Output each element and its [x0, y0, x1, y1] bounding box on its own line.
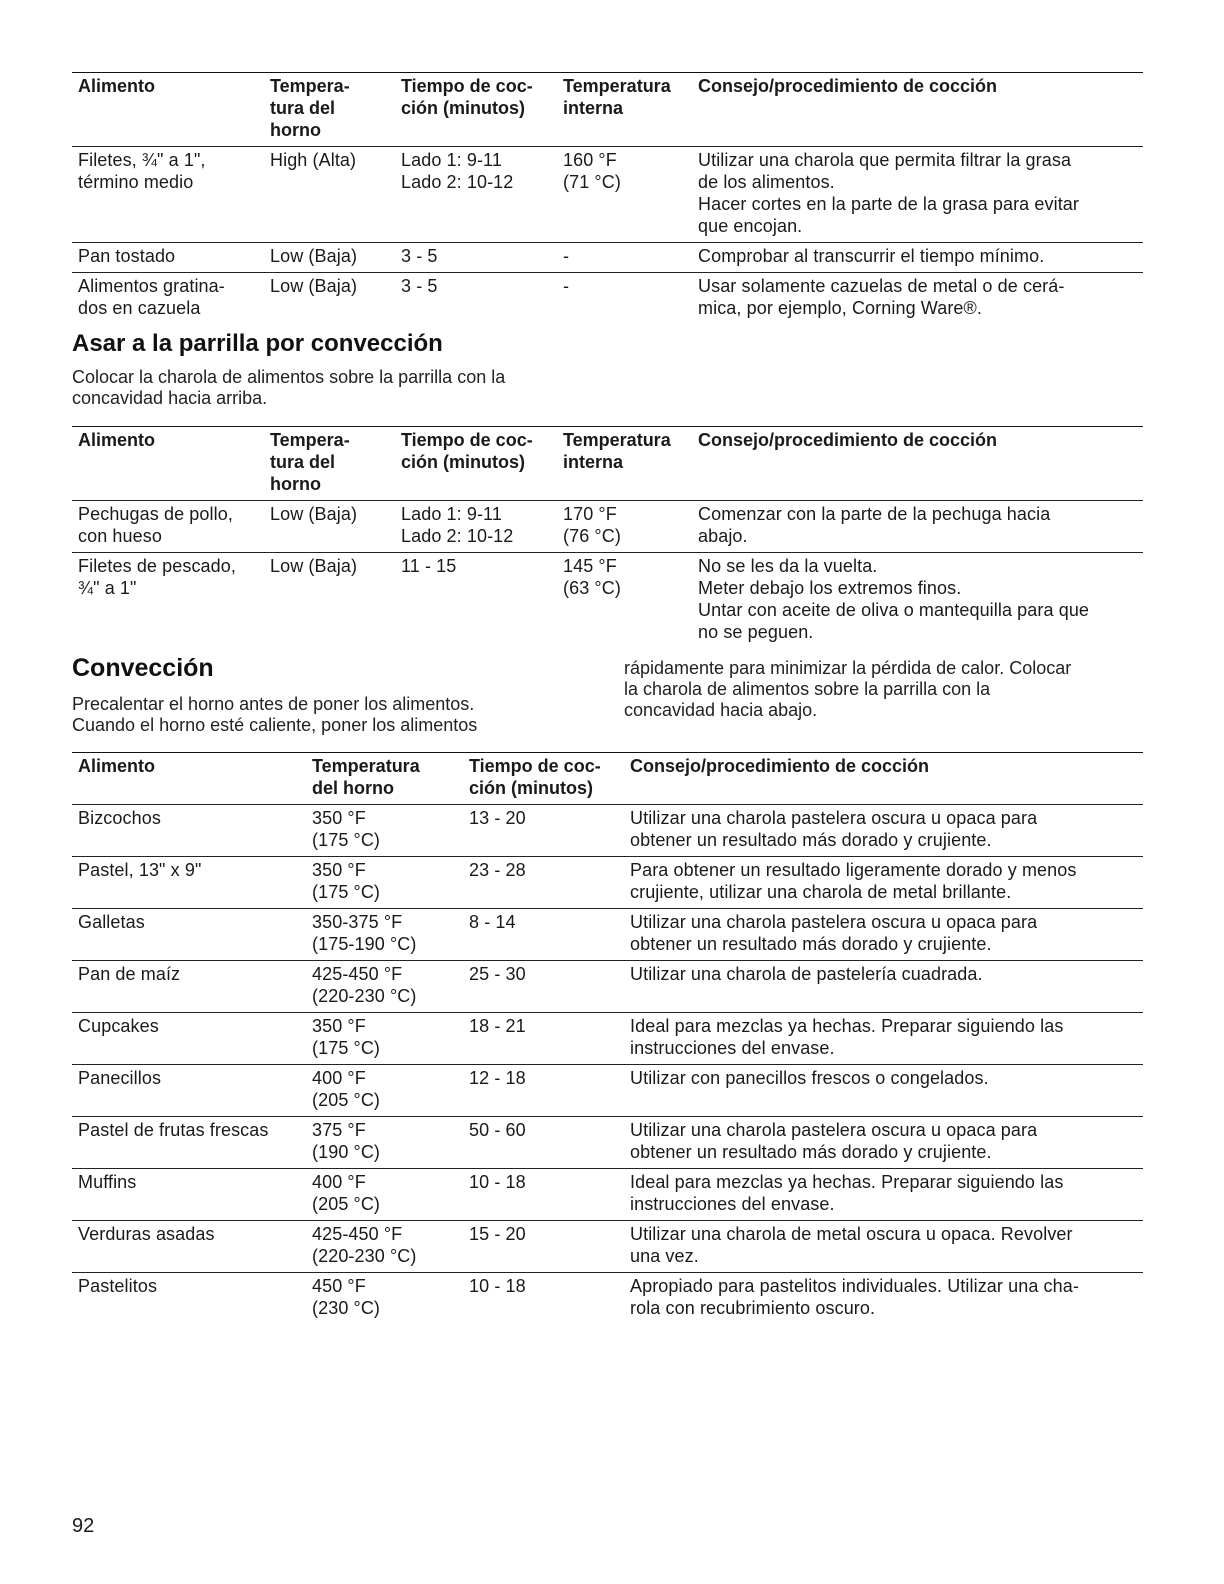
table-row [72, 1220, 1143, 1272]
convection-grill-table [72, 426, 1143, 648]
table-cell-tip: No se les da la vuelta. Meter debajo los extremos finos. Untar con aceite de oliva o mantequilla para que no se peguen. [698, 556, 1090, 642]
table-cell-internal: - [563, 246, 570, 266]
table-cell-tip: Para obtener un resultado ligeramente dorado y menos crujiente, utilizar una charola de metal brillante. [630, 860, 1077, 902]
table-row [72, 856, 1143, 908]
table-cell-tip: Utilizar una charola que permita filtrar la grasa de los alimentos. Hacer cortes en la parte de la grasa para evitar que encojan. [698, 150, 1079, 236]
table-cell-temp: 350-375 °F (175-190 °C) [312, 912, 417, 954]
section-title-convection-grill: Asar a la parrilla por convección [72, 330, 443, 357]
table-cell-time: 10 - 18 [469, 1276, 526, 1296]
column-header: Temperatura interna [563, 430, 671, 472]
table-cell-temp: 400 °F (205 °C) [312, 1172, 381, 1214]
table-cell-oven: Low (Baja) [270, 504, 358, 524]
table-cell-time: 3 - 5 [401, 276, 438, 296]
table-cell-food: Panecillos [78, 1068, 162, 1088]
column-header: Tiempo de coc- ción (minutos) [401, 76, 533, 118]
table-cell-food: Bizcochos [78, 808, 161, 828]
table-row [72, 1064, 1143, 1116]
table-cell-temp: 375 °F (190 °C) [312, 1120, 381, 1162]
broil-table [72, 72, 1143, 324]
table-cell-internal: 145 °F (63 °C) [563, 556, 621, 598]
table-cell-temp: 350 °F (175 °C) [312, 860, 381, 902]
table-cell-temp: 425-450 °F (220-230 °C) [312, 964, 417, 1006]
table-header-row [72, 753, 1143, 804]
column-header: Alimento [78, 430, 156, 450]
table-cell-time: 23 - 28 [469, 860, 526, 880]
table-row [72, 146, 1143, 242]
table-cell-tip: Utilizar una charola pastelera oscura u opaca para obtener un resultado más dorado y crujiente. [630, 1120, 1038, 1162]
table-cell-temp: 350 °F (175 °C) [312, 1016, 381, 1058]
table-cell-temp: 400 °F (205 °C) [312, 1068, 381, 1110]
table-cell-time: 18 - 21 [469, 1016, 526, 1036]
table-cell-time: 10 - 18 [469, 1172, 526, 1192]
table-cell-food: Pastel, 13" x 9" [78, 860, 202, 880]
table-cell-time: Lado 1: 9-11 Lado 2: 10-12 [401, 150, 514, 192]
table-cell-food: Pastelitos [78, 1276, 158, 1296]
table-cell-temp: 450 °F (230 °C) [312, 1276, 381, 1318]
column-header: Tiempo de coc- ción (minutos) [469, 756, 601, 798]
column-header: Alimento [78, 76, 156, 96]
convection-intro-right: rápidamente para minimizar la pérdida de calor. Colocar la charola de alimentos sobre la parrilla con la concavidad hacia abajo. [624, 658, 1072, 720]
table-cell-food: Pan de maíz [78, 964, 181, 984]
column-header: Tempera- tura del horno [270, 76, 350, 140]
table-cell-food: Pechugas de pollo, con hueso [78, 504, 233, 546]
table-cell-time: 3 - 5 [401, 246, 438, 266]
table-cell-time: 12 - 18 [469, 1068, 526, 1088]
table-header-row [72, 427, 1143, 500]
table-cell-tip: Utilizar con panecillos frescos o congelados. [630, 1068, 989, 1088]
table-cell-time: 50 - 60 [469, 1120, 526, 1140]
column-header: Consejo/procedimiento de cocción [698, 430, 998, 450]
column-header: Consejo/procedimiento de cocción [698, 76, 998, 96]
table-cell-tip: Comprobar al transcurrir el tiempo mínimo. [698, 246, 1045, 266]
table-cell-internal: 160 °F (71 °C) [563, 150, 621, 192]
table-header-row [72, 73, 1143, 146]
table-cell-food: Pan tostado [78, 246, 176, 266]
table-row [72, 500, 1143, 552]
table-row [72, 1012, 1143, 1064]
convection-table [72, 752, 1143, 1324]
column-header: Tempera- tura del horno [270, 430, 350, 494]
table-cell-food: Galletas [78, 912, 145, 932]
table-cell-tip: Apropiado para pastelitos individuales. Utilizar una cha- rola con recubrimiento oscuro. [630, 1276, 1079, 1318]
table-cell-tip: Utilizar una charola pastelera oscura u opaca para obtener un resultado más dorado y crujiente. [630, 912, 1038, 954]
table-cell-food: Filetes de pescado, ¾" a 1" [78, 556, 236, 598]
section-title-convection: Convección [72, 654, 214, 682]
table-cell-oven: Low (Baja) [270, 556, 358, 576]
table-cell-temp: 425-450 °F (220-230 °C) [312, 1224, 417, 1266]
table-row [72, 804, 1143, 856]
table-row [72, 272, 1143, 324]
table-cell-food: Verduras asadas [78, 1224, 215, 1244]
table-cell-time: 15 - 20 [469, 1224, 526, 1244]
table-row [72, 908, 1143, 960]
table-cell-time: Lado 1: 9-11 Lado 2: 10-12 [401, 504, 514, 546]
table-cell-oven: High (Alta) [270, 150, 357, 170]
table-cell-food: Pastel de frutas frescas [78, 1120, 269, 1140]
table-row [72, 552, 1143, 648]
table-cell-tip: Utilizar una charola pastelera oscura u opaca para obtener un resultado más dorado y crujiente. [630, 808, 1038, 850]
table-cell-tip: Ideal para mezclas ya hechas. Preparar siguiendo las instrucciones del envase. [630, 1172, 1064, 1214]
table-cell-food: Filetes, ¾" a 1", término medio [78, 150, 206, 192]
convection-intro-left: Precalentar el horno antes de poner los alimentos. Cuando el horno esté caliente, poner los alimentos [72, 694, 478, 735]
column-header: Temperatura del horno [312, 756, 420, 798]
table-cell-internal: - [563, 276, 570, 296]
table-cell-temp: 350 °F (175 °C) [312, 808, 381, 850]
table-cell-tip: Utilizar una charola de pastelería cuadrada. [630, 964, 983, 984]
column-header: Temperatura interna [563, 76, 671, 118]
table-cell-food: Muffins [78, 1172, 137, 1192]
table-row [72, 1168, 1143, 1220]
table-cell-time: 13 - 20 [469, 808, 526, 828]
page-number: 92 [72, 1515, 95, 1537]
table-cell-oven: Low (Baja) [270, 246, 358, 266]
convection-grill-intro: Colocar la charola de alimentos sobre la parrilla con la concavidad hacia arriba. [72, 367, 506, 408]
column-header: Alimento [78, 756, 156, 776]
table-row [72, 960, 1143, 1012]
table-row [72, 1272, 1143, 1324]
table-cell-tip: Utilizar una charola de metal oscura u opaca. Revolver una vez. [630, 1224, 1073, 1266]
table-cell-tip: Comenzar con la parte de la pechuga hacia abajo. [698, 504, 1051, 546]
table-cell-oven: Low (Baja) [270, 276, 358, 296]
table-cell-food: Cupcakes [78, 1016, 159, 1036]
column-header: Tiempo de coc- ción (minutos) [401, 430, 533, 472]
table-cell-internal: 170 °F (76 °C) [563, 504, 621, 546]
table-cell-time: 8 - 14 [469, 912, 516, 932]
table-row [72, 242, 1143, 272]
table-cell-time: 11 - 15 [401, 556, 457, 576]
table-cell-tip: Usar solamente cazuelas de metal o de cerá- mica, por ejemplo, Corning Ware®. [698, 276, 1065, 318]
column-header: Consejo/procedimiento de cocción [630, 756, 930, 776]
table-row [72, 1116, 1143, 1168]
table-cell-food: Alimentos gratina- dos en cazuela [78, 276, 225, 318]
table-cell-time: 25 - 30 [469, 964, 526, 984]
table-cell-tip: Ideal para mezclas ya hechas. Preparar siguiendo las instrucciones del envase. [630, 1016, 1064, 1058]
